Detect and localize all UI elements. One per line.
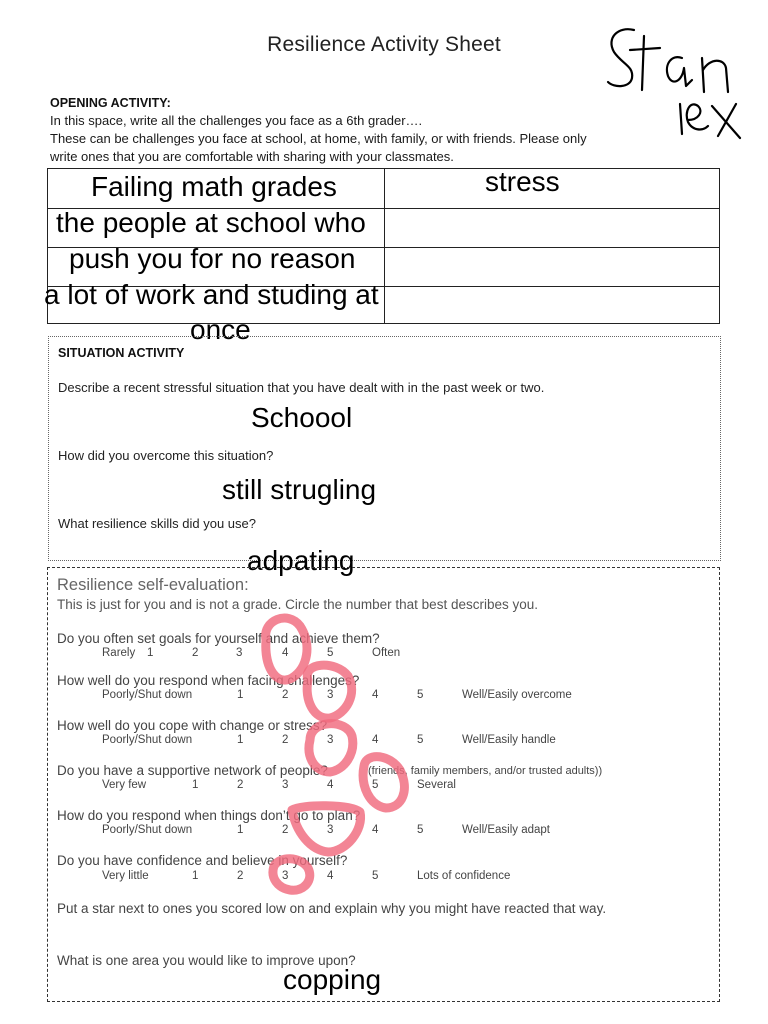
scale-option[interactable]: 5 [372, 870, 379, 882]
scale-option[interactable]: 4 [372, 689, 379, 701]
scale-option[interactable]: 2 [282, 824, 289, 836]
scale-option[interactable]: 1 [237, 734, 244, 746]
scale-option[interactable]: 4 [327, 870, 334, 882]
scale-option[interactable]: 2 [282, 734, 289, 746]
evaluation-question: How well do you cope with change or stress? [57, 718, 328, 733]
scale-option[interactable]: 3 [236, 647, 243, 659]
scale-low-label: Very little [102, 870, 149, 882]
scale-option[interactable]: 4 [327, 779, 334, 791]
scale-option[interactable]: 1 [237, 824, 244, 836]
situation-activity-heading: SITUATION ACTIVITY [58, 346, 185, 360]
evaluation-question: Do you have confidence and believe in yourself? [57, 853, 348, 868]
scale-option[interactable]: 5 [417, 689, 424, 701]
scale-low-label: Rarely [102, 647, 136, 659]
scale-option[interactable]: 1 [147, 647, 154, 659]
opening-instruction-line: These can be challenges you face at school, at home, with family, or with friends. Please only [50, 131, 587, 146]
scale-option[interactable]: 3 [327, 824, 334, 836]
scale-option[interactable]: 3 [282, 779, 289, 791]
evaluation-question: Do you have a supportive network of people? [57, 763, 328, 778]
scale-option[interactable]: 1 [192, 779, 199, 791]
challenge-entry[interactable]: once [190, 314, 251, 345]
scale-option[interactable]: 3 [327, 734, 334, 746]
scale-high-label: Several [417, 779, 456, 791]
scale-option[interactable]: 1 [192, 870, 199, 882]
situation-question: What resilience skills did you use? [58, 516, 256, 531]
scale-option[interactable]: 2 [237, 779, 244, 791]
challenge-entry[interactable]: the people at school who [56, 207, 366, 238]
situation-answer[interactable]: adpating [247, 545, 355, 576]
scale-option[interactable]: 2 [282, 689, 289, 701]
scale-high-label: Well/Easily overcome [462, 689, 572, 701]
table-column-divider [384, 169, 385, 323]
star-prompt: Put a star next to ones you scored low on and explain why you might have reacted that way. [57, 901, 607, 916]
evaluation-question: Do you often set goals for yourself and achieve them? [57, 631, 380, 646]
opening-instruction-line: In this space, write all the challenges you face as a 6th grader…. [50, 113, 423, 128]
evaluation-question-note: (friends, family members, and/or trusted adults)) [368, 765, 603, 777]
scale-high-label: Lots of confidence [417, 870, 511, 882]
scale-option[interactable]: 5 [327, 647, 334, 659]
situation-answer[interactable]: Schoool [251, 402, 353, 433]
challenge-entry[interactable]: Failing math grades [91, 171, 337, 202]
scale-high-label: Well/Easily handle [462, 734, 556, 746]
scale-low-label: Poorly/Shut down [102, 689, 193, 701]
challenge-entry[interactable]: stress [485, 166, 560, 197]
scale-option[interactable]: 5 [417, 734, 424, 746]
self-evaluation-title: Resilience self-evaluation: [57, 576, 249, 594]
improve-answer[interactable]: copping [283, 964, 382, 995]
self-evaluation-subtitle: This is just for you and is not a grade. Circle the number that best describes you. [57, 597, 538, 612]
evaluation-question: How well do you respond when facing challenges? [57, 673, 360, 688]
scale-low-label: Very few [102, 779, 147, 791]
scale-option[interactable]: 2 [237, 870, 244, 882]
evaluation-question: How do you respond when things don’t go to plan? [57, 808, 361, 823]
situation-answer[interactable]: still strugling [222, 474, 377, 505]
opening-activity-heading: OPENING ACTIVITY: [50, 96, 171, 110]
scale-option[interactable]: 1 [237, 689, 244, 701]
opening-instruction-line: write ones that you are comfortable with sharing with your classmates. [50, 149, 454, 164]
scale-option[interactable]: 4 [372, 734, 379, 746]
page-title: Resilience Activity Sheet [267, 33, 501, 56]
situation-question: Describe a recent stressful situation that you have dealt with in the past week or two. [58, 380, 545, 395]
scale-option[interactable]: 2 [192, 647, 199, 659]
scale-option[interactable]: 5 [372, 779, 379, 791]
scale-option[interactable]: 4 [282, 647, 289, 659]
scale-high-label: Often [372, 647, 401, 659]
situation-question: How did you overcome this situation? [58, 448, 274, 463]
handwritten-signature [600, 8, 750, 148]
scale-option[interactable]: 5 [417, 824, 424, 836]
scale-option[interactable]: 3 [282, 870, 289, 882]
scale-low-label: Poorly/Shut down [102, 734, 193, 746]
challenge-entry[interactable]: push you for no reason [69, 243, 356, 274]
scale-low-label: Poorly/Shut down [102, 824, 193, 836]
challenge-entry[interactable]: a lot of work and studing at [44, 279, 379, 310]
scale-option[interactable]: 3 [327, 689, 334, 701]
improve-question: What is one area you would like to improve upon? [57, 953, 356, 968]
scale-option[interactable]: 4 [372, 824, 379, 836]
scale-high-label: Well/Easily adapt [462, 824, 550, 836]
